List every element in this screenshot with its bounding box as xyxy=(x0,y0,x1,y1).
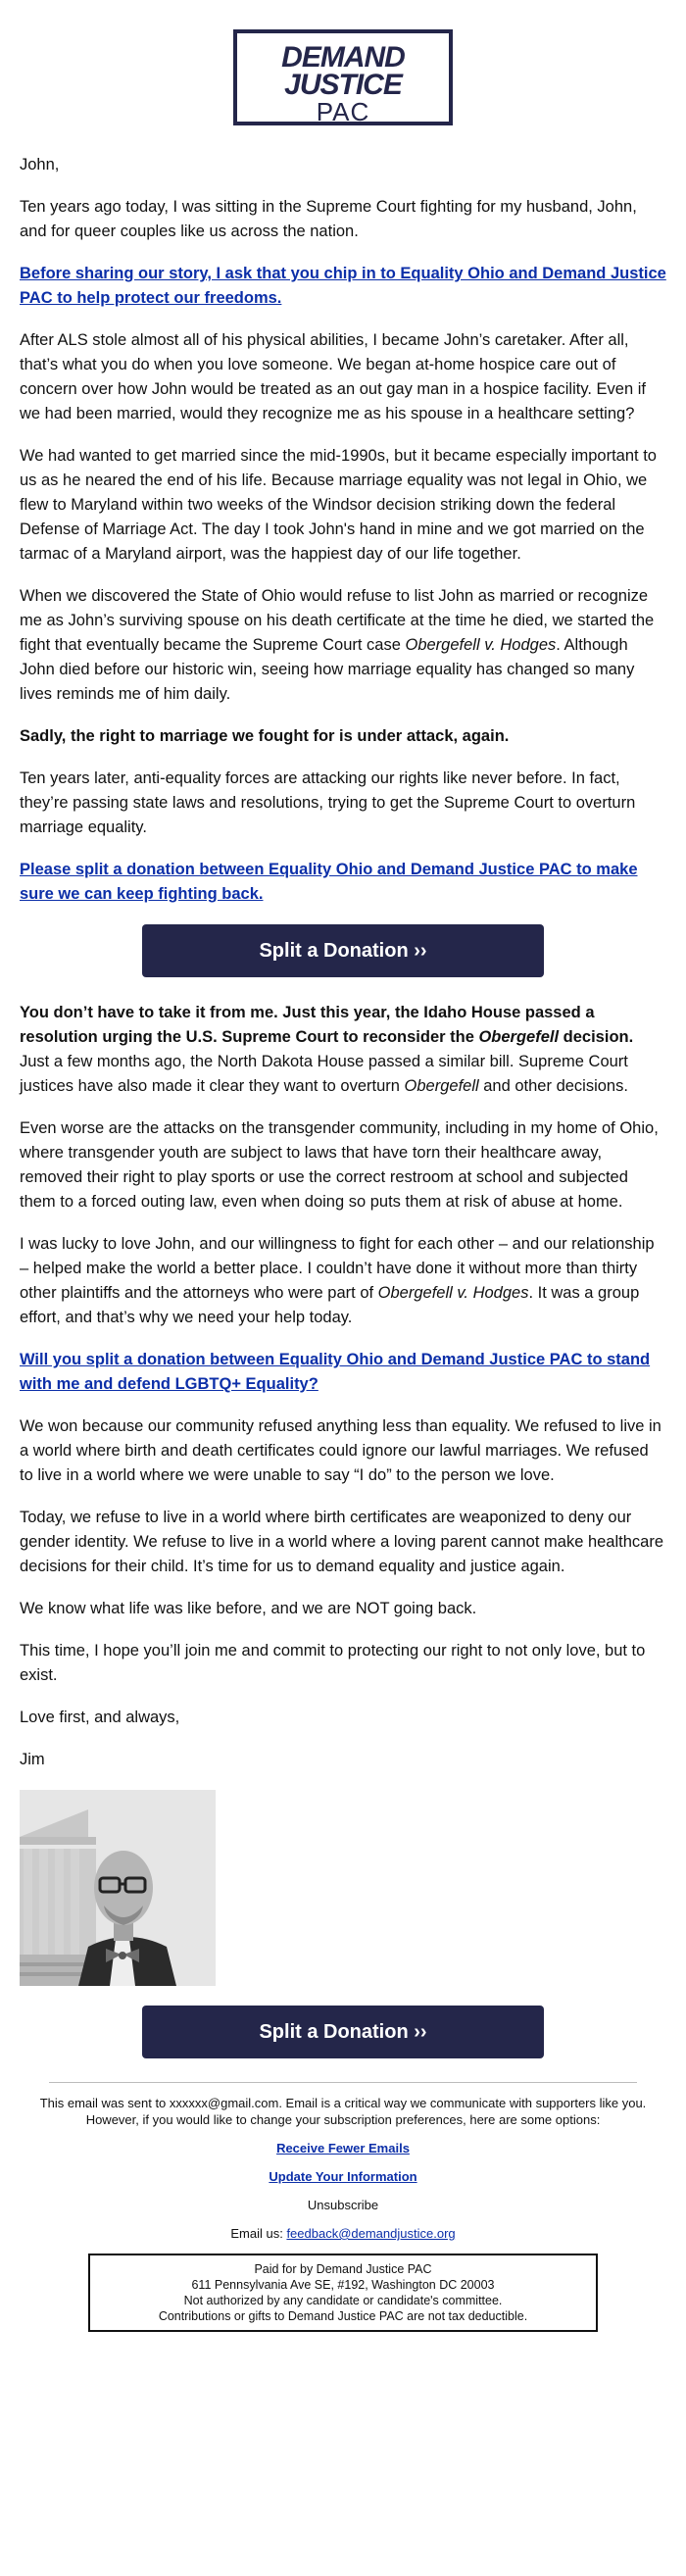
footer-notice: This email was sent to xxxxxx@gmail.com. Email is a critical way we communicate with supporters like you. However, if you would like to change your subscription preferences, here are some options: xyxy=(39,2096,647,2127)
split-donation-button[interactable]: Split a Donation ›› xyxy=(142,924,544,977)
signoff: Love first, and always, xyxy=(20,1709,180,1726)
paragraph-today: Today, we refuse to live in a world where birth certificates are weaponized to deny our gender identity. We refuse to live in a world where a loving parent cannot make healthcare decisions for their child. It’s time for us to demand equality and justice again. xyxy=(20,1509,664,1575)
paragraph-lucky xyxy=(20,1232,666,1330)
donate-link-defend-equality[interactable]: Will you split a donation between Equality Ohio and Demand Justice PAC to stand with me and defend LGBTQ+ Equality? xyxy=(20,1351,651,1393)
unsubscribe-link[interactable]: Unsubscribe xyxy=(307,2198,379,2212)
email-label: Email us: xyxy=(230,2226,287,2241)
footer xyxy=(20,2095,666,2332)
logo-line-pac: PAC xyxy=(316,97,370,126)
donate-link-fight-back[interactable]: Please split a donation between Equality Ohio and Demand Justice PAC to make sure we can keep fighting back. xyxy=(20,861,638,903)
split-donation-button-bottom[interactable]: Split a Donation ›› xyxy=(142,2006,544,2058)
case-name: Obergefell xyxy=(404,1077,479,1095)
paragraph-intro: Ten years ago today, I was sitting in the Supreme Court fighting for my husband, John, and for queer couples like us across the nation. xyxy=(20,198,637,240)
contact-email-link[interactable]: feedback@demandjustice.org xyxy=(286,2226,456,2241)
text: . Although John died before our historic win, seeing how marriage equality has changed so many lives reminds me of him daily. xyxy=(20,636,635,703)
paragraph-caretaker: After ALS stole almost all of his physical abilities, I became John’s caretaker. After all, that’s what you do when you love someone. We began at-home hospice care out of concern over how John would be treated as an out gay man in a hospice facility. Even if we had been married, would they recognize me as his spouse in a healthcare setting? xyxy=(20,331,646,422)
paragraph-under-attack: Sadly, the right to marriage we fought for is under attack, again. xyxy=(20,727,510,745)
paid-tax-notice: Contributions or gifts to Demand Justice PAC are not tax deductible. xyxy=(158,2309,528,2323)
paragraph-idaho xyxy=(20,1001,666,1099)
contact-email-line xyxy=(20,2225,666,2242)
paragraph-commit: This time, I hope you’ll join me and commit to protecting our right to not only love, but to exist. xyxy=(20,1642,646,1684)
text: . It was a group effort, and that’s why we need your help today. xyxy=(20,1284,640,1326)
paragraph-death-certificate xyxy=(20,584,666,707)
text: Just a few months ago, the North Dakota House passed a similar bill. Supreme Court justices have also made it clear they want to overturn xyxy=(20,1053,628,1095)
paragraph-not-going-back: We know what life was like before, and we are NOT going back. xyxy=(20,1600,477,1617)
logo-line-justice: JUSTICE xyxy=(284,69,402,101)
case-name: Obergefell v. Hodges xyxy=(377,1284,529,1302)
receive-fewer-emails-link[interactable]: Receive Fewer Emails xyxy=(276,2141,410,2155)
paid-for-disclaimer xyxy=(88,2254,598,2332)
bold-text: You don’t have to take it from me. Just this year, the Idaho House passed a resolution urging the U.S. Supreme Court to reconsider the xyxy=(20,1004,595,1046)
paragraph-we-won: We won because our community refused anything less than equality. We refused to live in a world where birth and death certificates could ignore our lawful marriages. We refused to live in a world where we were unable to say “I do” to the person we love. xyxy=(20,1417,662,1484)
bold-text: decision. xyxy=(559,1028,634,1046)
text: I was lucky to love John, and our willingness to fight for each other – and our relationship – helped make the world a better place. I couldn’t have done it without more than thirty other plaintiffs and the attorneys who were part of xyxy=(20,1235,655,1302)
portrait-illustration xyxy=(20,1790,216,1986)
email-body xyxy=(20,0,666,2332)
paragraph-transgender: Even worse are the attacks on the transgender community, including in my home of Ohio, where transgender youth are subject to laws that have torn their healthcare away, removed their right to play sports or use the correct restroom at school and subjected them to a forced outing law, even when doing so puts them at risk of abuse at home. xyxy=(20,1119,659,1211)
logo-line-demand: DEMAND xyxy=(281,41,405,74)
paragraph-ten-years-later: Ten years later, anti-equality forces are attacking our rights like never before. In fact, they’re passing state laws and resolutions, trying to get the Supreme Court to overturn marriage equality. xyxy=(20,769,636,836)
paragraph-marriage: We had wanted to get married since the mid-1990s, but it became especially important to us as he neared the end of his life. Because marriage equality was not legal in Ohio, we flew to Maryland within two weeks of the Windsor decision striking down the federal Defense of Marriage Act. The day I took John's hand in mine and we got married on the tarmac of a Maryland airport, was the happiest day of our life together. xyxy=(20,447,657,563)
donate-link-intro[interactable]: Before sharing our story, I ask that you chip in to Equality Ohio and Demand Justice PAC to help protect our freedoms. xyxy=(20,265,666,307)
case-name: Obergefell v. Hodges xyxy=(405,636,557,654)
case-name: Obergefell xyxy=(478,1028,560,1046)
greeting: John, xyxy=(20,156,60,173)
jim-portrait-photo xyxy=(20,1790,216,1986)
signature: Jim xyxy=(20,1751,45,1768)
footer-divider xyxy=(49,2082,637,2083)
paid-line: Paid for by Demand Justice PAC xyxy=(254,2262,432,2276)
update-information-link[interactable]: Update Your Information xyxy=(269,2169,417,2184)
paid-authorization: Not authorized by any candidate or candidate's committee. xyxy=(183,2294,503,2307)
demand-justice-pac-logo xyxy=(233,29,453,125)
text: and other decisions. xyxy=(478,1077,628,1095)
text: When we discovered the State of Ohio would refuse to list John as married or recognize me as John’s surviving spouse on his death certificate at the time he died, we started the fight that eventually became the Supreme Court case xyxy=(20,587,655,654)
paid-address: 611 Pennsylvania Ave SE, #192, Washington DC 20003 xyxy=(191,2278,495,2292)
